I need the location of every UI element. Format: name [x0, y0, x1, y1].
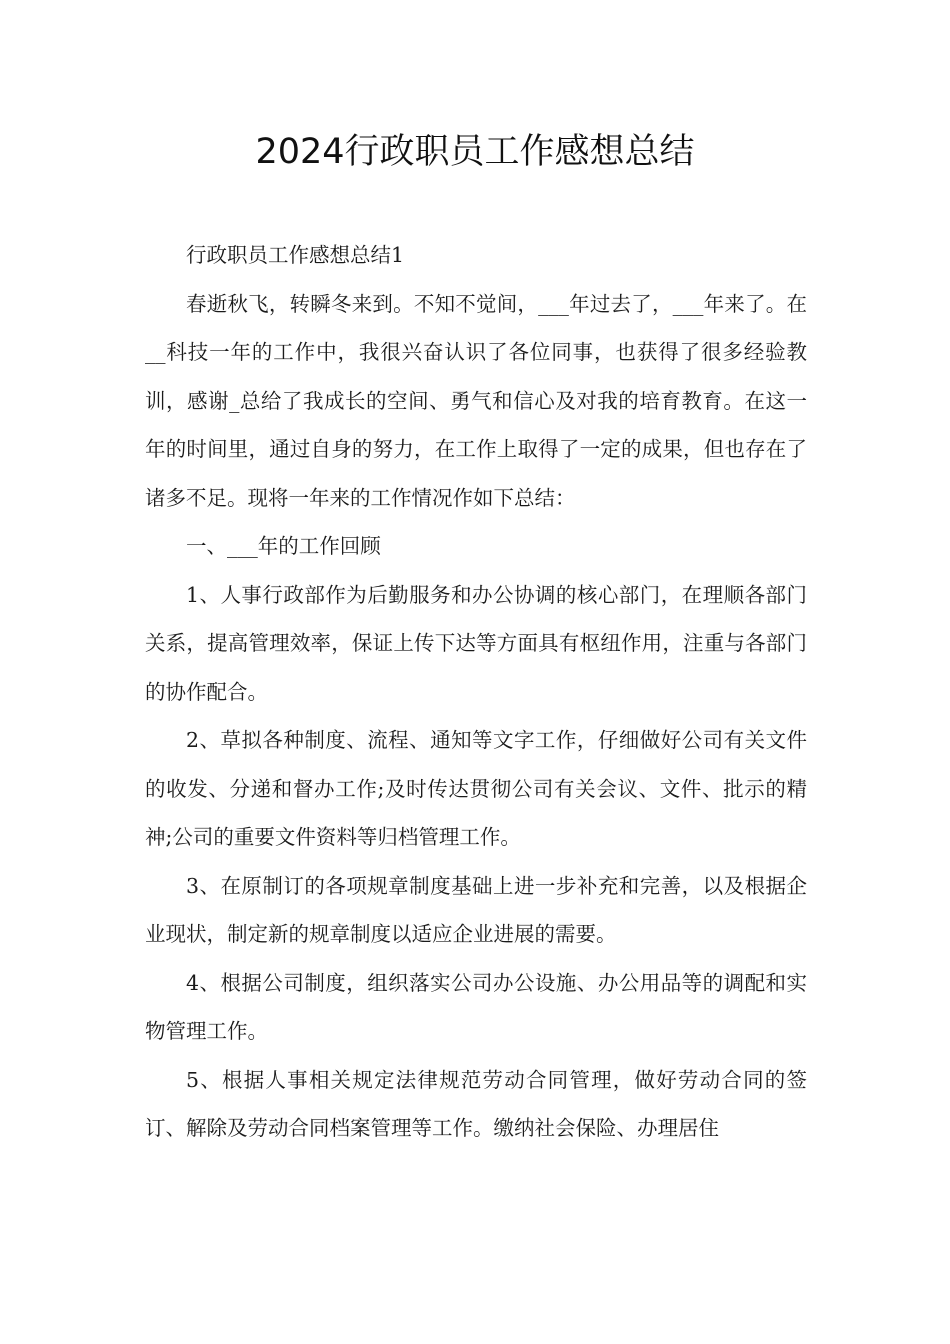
paragraph-item-2: 2、草拟各种制度、流程、通知等文字工作，仔细做好公司有关文件的收发、分递和督办工作;及时传达贯彻公司有关会议、文件、批示的精神;公司的重要文件资料等归档管理工作。 [145, 728, 807, 849]
section-heading: 行政职员工作感想总结1 [186, 243, 405, 267]
paragraph-intro: 春逝秋飞，转瞬冬来到。不知不觉间，___年过去了，___年来了。在__科技一年的工作中，我很兴奋认识了各位同事，也获得了很多经验教训，感谢_总给了我成长的空间、勇气和信心及对我的培育教育。在这一年的时间里，通过自身的努力，在工作上取得了一定的成果，但也存在了诸多不足。现将一年来的工作情况作如下总结： [145, 291, 807, 510]
paragraph-item-1: 1、人事行政部作为后勤服务和办公协调的核心部门，在理顺各部门关系，提高管理效率，保证上传下达等方面具有枢纽作用，注重与各部门的协作配合。 [145, 582, 807, 704]
paragraph-item-5: 5、根据人事相关规定法律规范劳动合同管理，做好劳动合同的签订、解除及劳动合同档案管理等工作。缴纳社会保险、办理居住 [145, 1067, 807, 1140]
document-body [145, 231, 807, 1153]
document-title: 2024行政职员工作感想总结 [255, 132, 695, 172]
section-heading: 一、___年的工作回顾 [186, 534, 381, 558]
paragraph-item-4: 4、根据公司制度，组织落实公司办公设施、办公用品等的调配和实物管理工作。 [145, 970, 807, 1043]
paragraph-item-3: 3、在原制订的各项规章制度基础上进一步补充和完善，以及根据企业现状，制定新的规章制度以适应企业进展的需要。 [145, 873, 807, 946]
